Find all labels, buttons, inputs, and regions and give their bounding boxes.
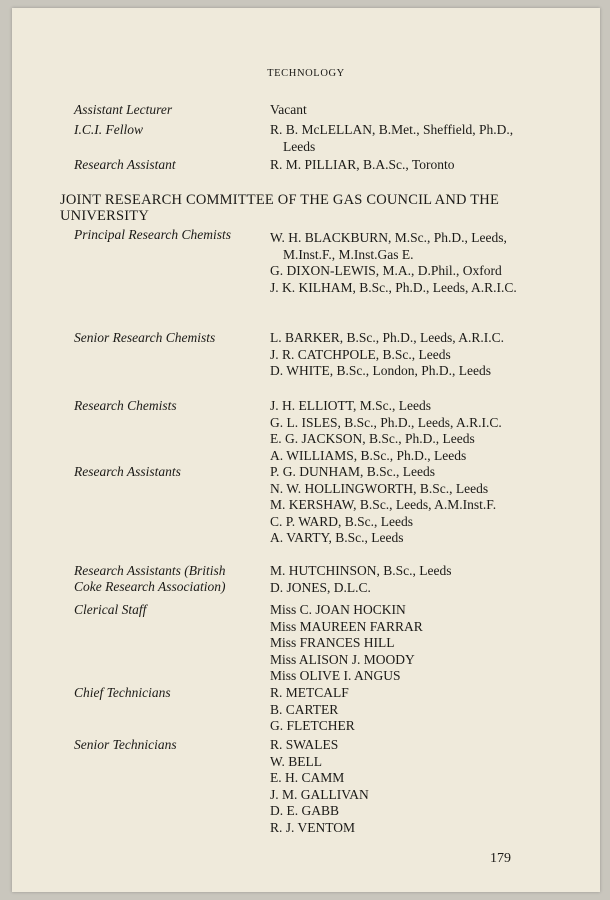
staff-entry: E. G. JACKSON, B.Sc., Ph.D., Leeds [270, 431, 475, 446]
staff-entry: M. KERSHAW, B.Sc., Leeds, A.M.Inst.F. [270, 497, 497, 512]
staff-entry: Miss OLIVE I. ANGUS [270, 668, 401, 683]
entries-block [270, 230, 530, 296]
entries-block [270, 157, 530, 174]
staff-entry: D. E. GABB [270, 803, 340, 818]
staff-entry: J. M. GALLIVAN [270, 786, 369, 802]
staff-entry: E. H. CAMM [270, 770, 345, 785]
staff-entry: B. CARTER [270, 701, 339, 717]
role-label: Senior Technicians [74, 737, 177, 752]
staff-entry: N. W. HOLLINGWORTH, B.Sc., Leeds [270, 480, 489, 496]
entries-block [270, 737, 530, 836]
role-label: Principal Research Chemists [74, 227, 231, 242]
role-label: Research Assistant [74, 157, 176, 172]
staff-entry: W. BELL [270, 753, 322, 769]
entries-block [270, 464, 530, 547]
section-heading: JOINT RESEARCH COMMITTEE OF THE GAS COUNCIL AND THE UNIVERSITY [60, 192, 500, 224]
staff-entry: A. VARTY, B.Sc., Leeds [270, 530, 404, 545]
staff-entry: G. L. ISLES, B.Sc., Ph.D., Leeds, A.R.I.C. [270, 414, 502, 430]
role-label: Senior Research Chemists [74, 330, 216, 345]
staff-entry: R. METCALF [270, 685, 349, 700]
entries-block [270, 563, 530, 596]
staff-entry: G. DIXON-LEWIS, M.A., D.Phil., Oxford [270, 263, 502, 278]
staff-entry: Miss MAUREEN FARRAR [270, 618, 423, 634]
staff-entry: J. H. ELLIOTT, M.Sc., Leeds [270, 398, 431, 413]
staff-entry: W. H. BLACKBURN, M.Sc., Ph.D., Leeds, M.Inst.F., M.Inst.Gas E. [270, 230, 507, 262]
staff-entry: R. J. VENTOM [270, 819, 356, 835]
entries-block [270, 602, 530, 685]
staff-entry: Miss C. JOAN HOCKIN [270, 602, 406, 617]
book-page [12, 8, 600, 892]
staff-entry: Vacant [270, 102, 307, 117]
entries-block [270, 398, 530, 464]
role-label: I.C.I. Fellow [74, 122, 143, 137]
entries-block [270, 330, 530, 380]
entries-block [270, 685, 530, 735]
role-label: Clerical Staff [74, 602, 147, 617]
staff-entry: L. BARKER, B.Sc., Ph.D., Leeds, A.R.I.C. [270, 330, 505, 345]
staff-entry: J. K. KILHAM, B.Sc., Ph.D., Leeds, A.R.I.C. [270, 279, 517, 295]
staff-entry: J. R. CATCHPOLE, B.Sc., Leeds [270, 346, 451, 362]
role-label: Research Chemists [74, 398, 177, 413]
staff-entry: Miss FRANCES HILL [270, 635, 395, 650]
entries-block [270, 102, 530, 119]
entries-block [270, 122, 515, 155]
role-label: Assistant Lecturer [74, 102, 173, 117]
running-head: TECHNOLOGY [267, 68, 345, 79]
staff-entry: R. B. McLELLAN, B.Met., Sheffield, Ph.D., Leeds [270, 122, 514, 154]
staff-entry: D. WHITE, B.Sc., London, Ph.D., Leeds [270, 363, 491, 378]
role-label: Research Assistants [74, 464, 181, 479]
staff-entry: C. P. WARD, B.Sc., Leeds [270, 513, 414, 529]
staff-entry: R. SWALES [270, 737, 339, 752]
staff-entry: D. JONES, D.L.C. [270, 579, 371, 595]
staff-entry: Miss ALISON J. MOODY [270, 651, 415, 667]
staff-entry: R. M. PILLIAR, B.A.Sc., Toronto [270, 157, 455, 172]
role-label: Research Assistants (British Coke Research Association) [74, 563, 226, 594]
role-label: Chief Technicians [74, 685, 171, 700]
staff-entry: A. WILLIAMS, B.Sc., Ph.D., Leeds [270, 447, 467, 463]
staff-entry: G. FLETCHER [270, 718, 355, 733]
staff-entry: M. HUTCHINSON, B.Sc., Leeds [270, 563, 452, 578]
staff-entry: P. G. DUNHAM, B.Sc., Leeds [270, 464, 435, 479]
page-number: 179 [490, 851, 511, 866]
